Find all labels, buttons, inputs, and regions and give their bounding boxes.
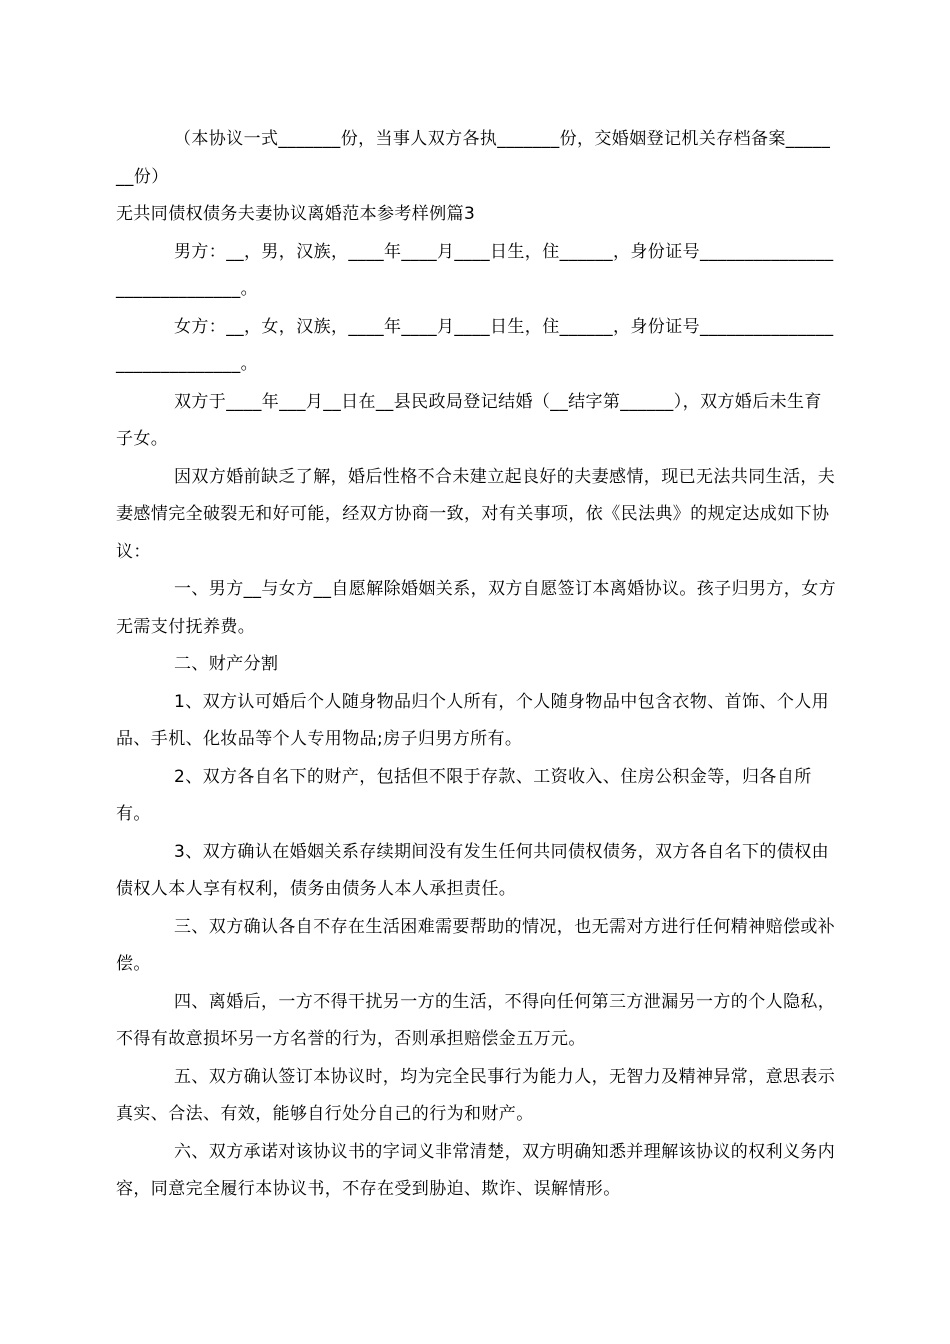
copies-clause: （本协议一式_______份，当事人双方各执_______份，交婚姻登记机关存档备案_______份） [116,129,831,187]
husband-info: 男方：__，男，汉族，____年____月____日生，住______，身份证号_____________________________。 [116,241,834,299]
wife-info: 女方：__，女，汉族，____年____月____日生，住______，身份证号_____________________________。 [116,316,834,374]
divorce-reason: 因双方婚前缺乏了解，婚后性格不合未建立起良好的夫妻感情，现已无法共同生活，夫妻感情完全破裂无和好可能，经双方协商一致，对有关事项，依《民法典》的规定达成如下协议： [116,466,836,562]
clause-5: 五、双方确认签订本协议时，均为完全民事行为能力人，无智力及精神异常，意思表示真实、合法、有效，能够自行处分自己的行为和财产。 [116,1066,836,1124]
document-body [116,121,836,1209]
clause-3: 三、双方确认各自不存在生活困难需要帮助的情况，也无需对方进行任何精神赔偿或补偿。 [116,916,836,974]
clause-2-heading: 二、财产分割 [174,654,279,674]
clause-1: 一、男方__与女方__自愿解除婚姻关系，双方自愿签订本离婚协议。孩子归男方，女方无需支付抚养费。 [116,579,836,637]
clause-4: 四、离婚后，一方不得干扰另一方的生活，不得向任何第三方泄漏另一方的个人隐私，不得有故意损坏另一方名誉的行为，否则承担赔偿金五万元。 [116,991,836,1049]
clause-2-item-3: 3、双方确认在婚姻关系存续期间没有发生任何共同债权债务，双方各自名下的债权由债权人本人享有权利，债务由债务人本人承担责任。 [116,841,830,899]
marriage-registration: 双方于____年___月__日在__县民政局登记结婚（__结字第______），双方婚后未生育子女。 [116,391,822,449]
section-heading: 无共同债权债务夫妻协议离婚范本参考样例篇3 [116,204,476,224]
clause-2-item-2: 2、双方各自名下的财产，包括但不限于存款、工资收入、住房公积金等，归各自所有。 [116,766,812,824]
clause-6: 六、双方承诺对该协议书的字词义非常清楚，双方明确知悉并理解该协议的权利义务内容，同意完全履行本协议书，不存在受到胁迫、欺诈、误解情形。 [116,1141,836,1199]
clause-2-item-1: 1、双方认可婚后个人随身物品归个人所有，个人随身物品中包含衣物、首饰、个人用品、手机、化妆品等个人专用物品;房子归男方所有。 [116,691,830,749]
